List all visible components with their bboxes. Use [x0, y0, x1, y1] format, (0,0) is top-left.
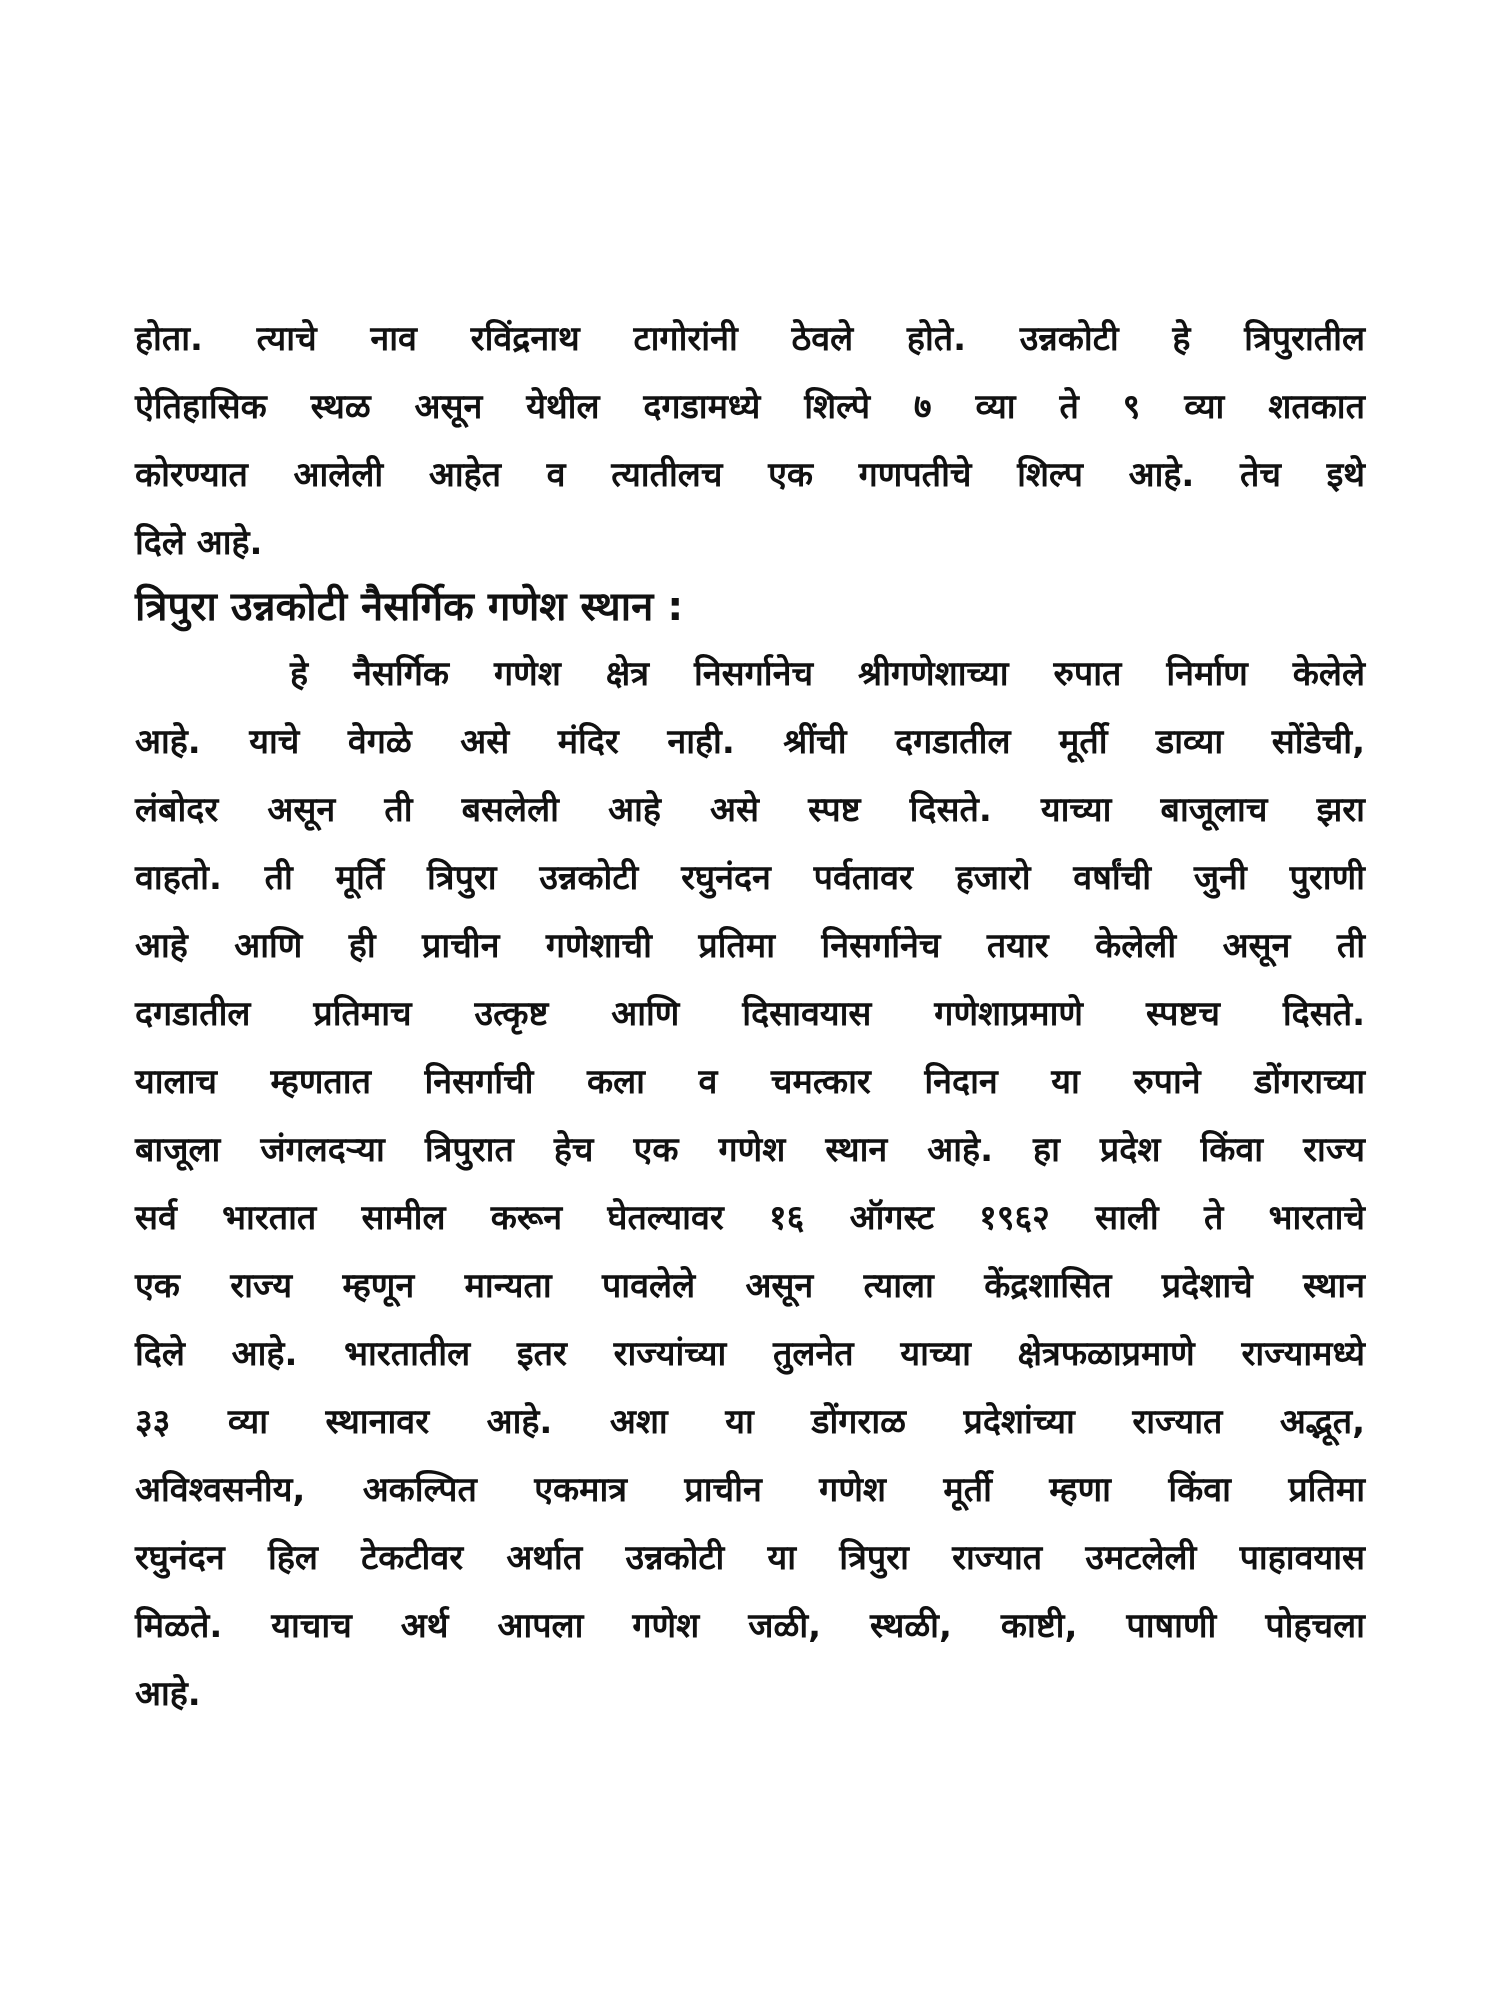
- body-line-5: आहे आणि ही प्राचीन गणेशाची प्रतिमा निसर्गानेच तयार केलेली असून ती: [135, 926, 1365, 966]
- body-line-7: यालाच म्हणतात निसर्गाची कला व चमत्कार निदान या रुपाने डोंगराच्या: [135, 1062, 1365, 1102]
- intro-line-1: होता. त्याचे नाव रविंद्रनाथ टागोरांनी ठेवले होते. उन्नकोटी हे त्रिपुरातील: [135, 319, 1365, 359]
- body-paragraph: [135, 640, 1365, 1728]
- intro-paragraph: [135, 305, 1365, 577]
- intro-line-4: दिले आहे.: [135, 523, 263, 563]
- intro-line-3: कोरण्यात आलेली आहेत व त्यातीलच एक गणपतीचे शिल्प आहे. तेच इथे: [135, 455, 1365, 495]
- body-line-14: रघुनंदन हिल टेकटीवर अर्थात उन्नकोटी या त्रिपुरा राज्यात उमटलेली पाहावयास: [135, 1538, 1365, 1578]
- body-line-3: लंबोदर असून ती बसलेली आहे असे स्पष्ट दिसते. याच्या बाजूलाच झरा: [135, 790, 1365, 830]
- body-line-2: आहे. याचे वेगळे असे मंदिर नाही. श्रींची दगडातील मूर्ती डाव्या सोंडेची,: [135, 722, 1365, 762]
- body-line-15: मिळते. याचाच अर्थ आपला गणेश जळी, स्थळी, काष्टी, पाषाणी पोहचला: [135, 1606, 1365, 1646]
- body-line-13: अविश्वसनीय, अकल्पित एकमात्र प्राचीन गणेश मूर्ती म्हणा किंवा प्रतिमा: [135, 1470, 1365, 1510]
- intro-line-2: ऐतिहासिक स्थळ असून येथील दगडामध्ये शिल्पे ७ व्या ते ९ व्या शतकात: [135, 387, 1365, 427]
- section-heading: त्रिपुरा उन्नकोटी नैसर्गिक गणेश स्थान :: [135, 584, 684, 630]
- body-line-10: एक राज्य म्हणून मान्यता पावलेले असून त्याला केंद्रशासित प्रदेशाचे स्थान: [135, 1266, 1365, 1306]
- body-line-8: बाजूला जंगलदऱ्या त्रिपुरात हेच एक गणेश स्थान आहे. हा प्रदेश किंवा राज्य: [135, 1130, 1365, 1170]
- body-line-4: वाहतो. ती मूर्ति त्रिपुरा उन्नकोटी रघुनंदन पर्वतावर हजारो वर्षांची जुनी पुराणी: [135, 858, 1365, 898]
- body-line-6: दगडातील प्रतिमाच उत्कृष्ट आणि दिसावयास गणेशाप्रमाणे स्पष्टच दिसते.: [135, 994, 1365, 1034]
- body-line-9: सर्व भारतात सामील करून घेतल्यावर १६ ऑगस्ट १९६२ साली ते भारताचे: [135, 1198, 1365, 1238]
- body-line-11: दिले आहे. भारतातील इतर राज्यांच्या तुलनेत याच्या क्षेत्रफळाप्रमाणे राज्यामध्ये: [135, 1334, 1365, 1374]
- body-line-1: हे नैसर्गिक गणेश क्षेत्र निसर्गानेच श्रीगणेशाच्या रुपात निर्माण केलेले: [290, 654, 1365, 694]
- body-line-12: ३३ व्या स्थानावर आहे. अशा या डोंगराळ प्रदेशांच्या राज्यात अद्भूत,: [135, 1402, 1365, 1442]
- body-line-16: आहे.: [135, 1674, 201, 1714]
